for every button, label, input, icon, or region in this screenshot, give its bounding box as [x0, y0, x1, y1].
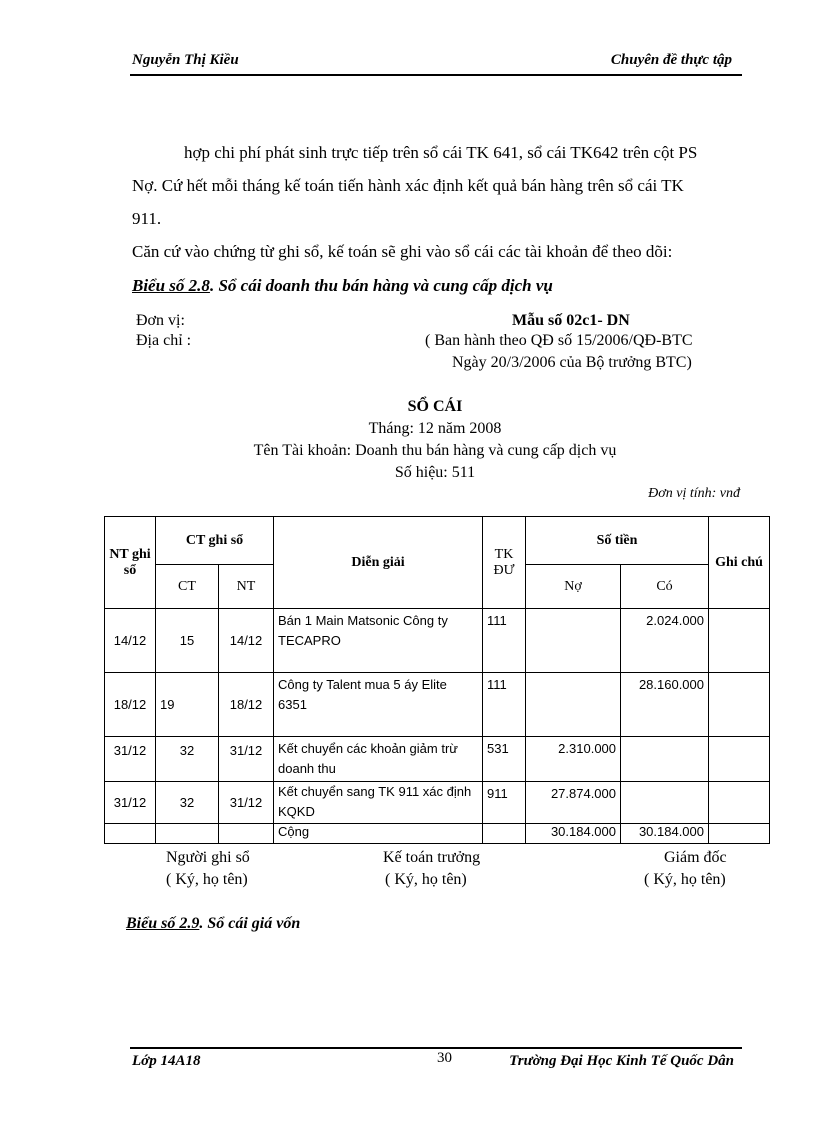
row-description: Công ty Talent mua 5 áy Elite 6351: [274, 673, 483, 737]
header-rule: [130, 74, 742, 76]
header-co: Có: [621, 565, 709, 609]
row-description: Bán 1 Main Matsonic Công ty TECAPRO: [274, 609, 483, 673]
header-no: Nợ: [526, 565, 621, 609]
ledger-title: SỔ CÁI: [407, 398, 463, 415]
row-ct: 32: [156, 782, 219, 824]
footer-rule: [130, 1047, 742, 1049]
header-ct-ghi-so: CT ghi sổ: [156, 517, 274, 565]
row-date: 18/12: [105, 673, 156, 737]
paragraph-line-2: Nợ. Cứ hết mỗi tháng kế toán tiến hành xác định kết quả bán hàng trên sổ cái TK: [132, 176, 684, 195]
signature-chief-accountant-note: ( Ký, họ tên): [385, 871, 467, 888]
total-co: 30.184.000: [621, 824, 709, 844]
form-issued-date: Ngày 20/3/2006 của Bộ trưởng BTC): [452, 354, 692, 371]
ledger-account-number: Số hiệu: 511: [394, 464, 476, 481]
row-no: 2.310.000: [526, 737, 621, 782]
row-description: Kết chuyển các khoản giảm trừ doanh thu: [274, 737, 483, 782]
form-issued-by: ( Ban hành theo QĐ số 15/2006/QĐ-BTC: [425, 332, 693, 349]
row-note: [709, 782, 770, 824]
row-description: Kết chuyển sang TK 911 xác định KQKD: [274, 782, 483, 824]
table-row: [105, 609, 770, 673]
row-nt: 18/12: [219, 673, 274, 737]
exhibit-title: . Sổ cái doanh thu bán hàng và cung cấp dịch vụ: [209, 276, 553, 295]
row-note: [709, 609, 770, 673]
table-row: [105, 782, 770, 824]
row-date: 31/12: [105, 782, 156, 824]
exhibit-label: Biểu số 2.9: [126, 915, 200, 932]
row-date: 14/12: [105, 609, 156, 673]
row-co: [621, 737, 709, 782]
table-row: [105, 673, 770, 737]
paragraph-line-4: Căn cứ vào chứng từ ghi sổ, kế toán sẽ ghi vào sổ cái các tài khoản để theo dõi:: [132, 242, 673, 261]
header-ghi-chu: Ghi chú: [709, 517, 770, 609]
form-number: Mẫu số 02c1- DN: [512, 312, 630, 329]
header-tk-du: TK ĐƯ: [483, 517, 526, 609]
header-doc-type: Chuyên đề thực tập: [610, 52, 732, 68]
header-ct: CT: [156, 565, 219, 609]
total-no: 30.184.000: [526, 824, 621, 844]
ledger-table: [104, 516, 770, 844]
header-nt-ghi-so: NT ghi sổ: [105, 517, 156, 609]
row-nt: 14/12: [219, 609, 274, 673]
unit-label: Đơn vị:: [136, 312, 185, 329]
row-co: 2.024.000: [621, 609, 709, 673]
signature-preparer-note: ( Ký, họ tên): [166, 871, 248, 888]
row-ct: 19: [156, 673, 219, 737]
exhibit-label: Biểu số 2.8: [132, 276, 210, 295]
row-no: 27.874.000: [526, 782, 621, 824]
row-tk-du: 111: [483, 673, 526, 737]
exhibit-caption-2-8: [132, 276, 553, 296]
row-co: 28.160.000: [621, 673, 709, 737]
row-ct: 32: [156, 737, 219, 782]
currency-unit: Đơn vị tính: vnđ: [648, 486, 740, 501]
row-tk-du: 111: [483, 609, 526, 673]
header-dien-giai: Diễn giải: [274, 517, 483, 609]
header-so-tien: Số tiền: [526, 517, 709, 565]
signature-preparer: Người ghi sổ: [166, 849, 250, 866]
page-number: 30: [437, 1050, 452, 1066]
exhibit-title: . Sổ cái giá vốn: [199, 915, 301, 932]
header-author: Nguyễn Thị Kiều: [132, 52, 239, 68]
address-label: Địa chỉ :: [136, 332, 192, 349]
exhibit-caption-2-9: [126, 915, 300, 933]
footer-school: Trường Đại Học Kinh Tế Quốc Dân: [509, 1053, 734, 1069]
table-total-row: [105, 824, 770, 844]
row-no: [526, 673, 621, 737]
row-nt: 31/12: [219, 737, 274, 782]
row-note: [709, 737, 770, 782]
paragraph-line-3: 911.: [132, 209, 162, 228]
footer-class: Lớp 14A18: [132, 1053, 201, 1069]
ledger-account-name: Tên Tài khoản: Doanh thu bán hàng và cung cấp dịch vụ: [253, 442, 617, 459]
table-row: [105, 737, 770, 782]
row-date: 31/12: [105, 737, 156, 782]
row-ct: 15: [156, 609, 219, 673]
row-tk-du: 911: [483, 782, 526, 824]
signature-director: Giám đốc: [664, 849, 727, 866]
signature-chief-accountant: Kế toán trưởng: [383, 849, 481, 866]
row-note: [709, 673, 770, 737]
row-no: [526, 609, 621, 673]
signature-director-note: ( Ký, họ tên): [644, 871, 726, 888]
total-label: Cộng: [274, 824, 483, 844]
row-co: [621, 782, 709, 824]
ledger-month: Tháng: 12 năm 2008: [368, 420, 502, 437]
header-nt: NT: [219, 565, 274, 609]
row-tk-du: 531: [483, 737, 526, 782]
paragraph-line-1: hợp chi phí phát sinh trực tiếp trên sổ cái TK 641, sổ cái TK642 trên cột PS: [184, 143, 698, 162]
row-nt: 31/12: [219, 782, 274, 824]
